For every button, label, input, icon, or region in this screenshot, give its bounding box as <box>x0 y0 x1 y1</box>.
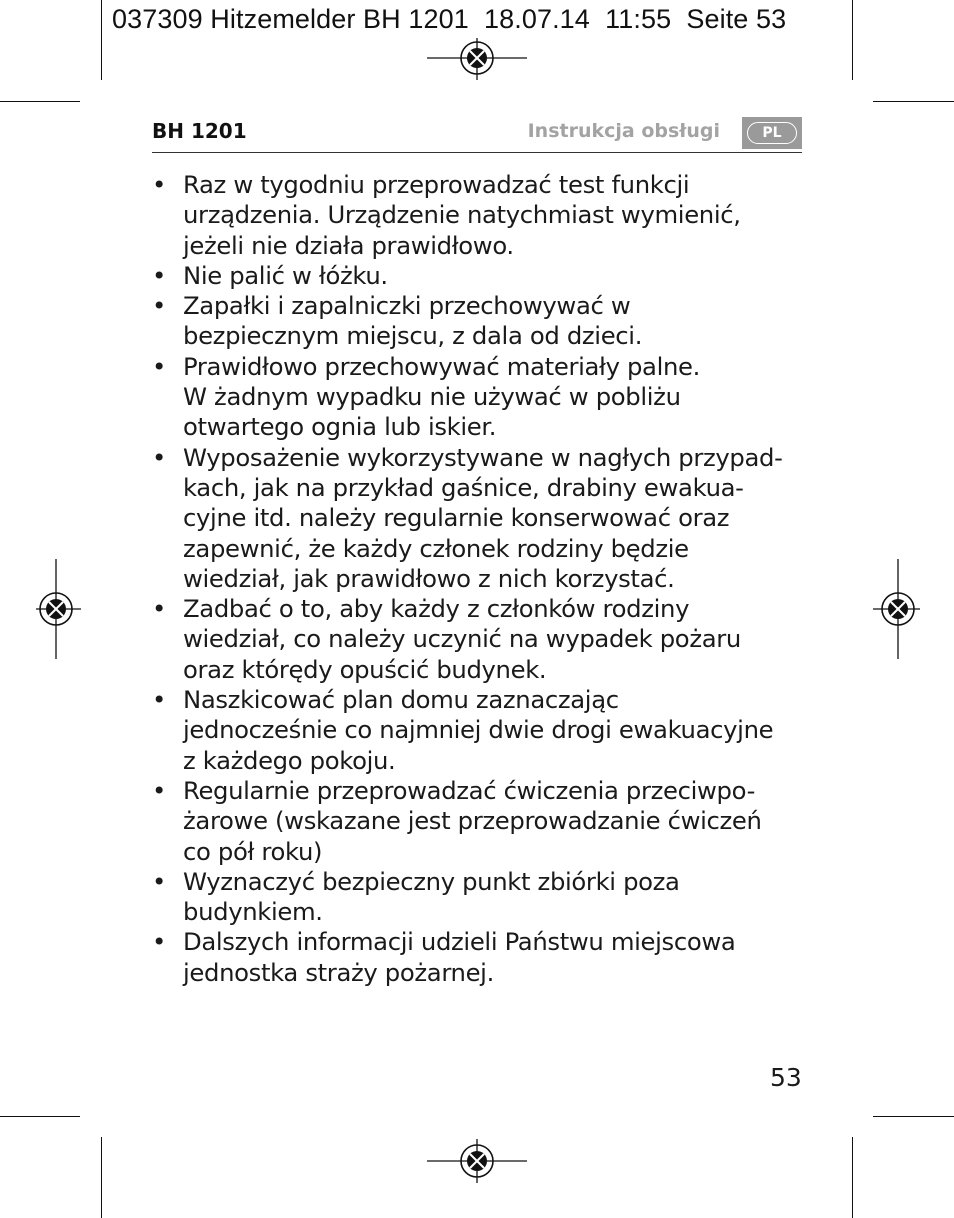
list-item-line: Prawidłowo przechowywać materiały palne. <box>183 351 701 381</box>
crop-mark <box>852 0 853 80</box>
list-item-line: Nie palić w łóżku. <box>183 260 388 290</box>
list-item-line: Naszkicować plan domu zaznaczając <box>183 685 619 715</box>
list-item-line: bezpiecznym miejscu, z dala od dzieci. <box>183 321 643 351</box>
list-item-line: jeżeli nie działa prawidłowo. <box>183 230 514 260</box>
list-item <box>152 443 802 594</box>
list-item <box>152 685 802 776</box>
crop-mark <box>101 1137 102 1218</box>
list-item-line: budynkiem. <box>183 897 323 927</box>
list-item-line: jednostka straży pożarnej. <box>183 957 494 987</box>
section-title: Instrukcja obsługi <box>527 120 720 142</box>
registration-mark-icon <box>6 559 106 659</box>
bullet-icon: • <box>152 351 166 381</box>
bullet-icon: • <box>152 291 166 321</box>
list-item <box>152 170 802 261</box>
list-item-line: jednocześnie co najmniej dwie drogi ewakuacyjne <box>183 715 774 745</box>
page-header <box>152 117 802 153</box>
list-item-line: co pół roku) <box>183 836 323 866</box>
list-item <box>152 594 802 685</box>
list-item-line: cyjne itd. należy regularnie konserwować oraz <box>183 503 730 533</box>
list-item-line: z każdego pokoju. <box>183 745 396 775</box>
list-item <box>152 261 802 291</box>
list-item-line: oraz którędy opuścić budynek. <box>183 654 547 684</box>
language-badge-label: PL <box>747 122 797 144</box>
list-item-line: W żadnym wypadku nie używać w pobliżu <box>183 382 681 412</box>
list-item-line: wiedział, jak prawidłowo z nich korzystać. <box>183 563 675 593</box>
list-item <box>152 867 802 928</box>
bullet-icon: • <box>152 260 166 290</box>
list-item-line: kach, jak na przykład gaśnice, drabiny ewakua- <box>183 472 744 502</box>
bullet-icon: • <box>152 442 166 472</box>
model-name: BH 1201 <box>152 119 247 143</box>
crop-mark <box>852 1137 853 1218</box>
list-item <box>152 352 802 443</box>
crop-mark <box>101 0 102 80</box>
crop-mark <box>0 101 80 102</box>
registration-mark-icon <box>427 8 527 108</box>
list-item-line: otwartego ognia lub iskier. <box>183 412 497 442</box>
list-item-line: Zadbać o to, aby każdy z członków rodziny <box>183 594 690 624</box>
list-item <box>152 927 802 988</box>
print-slug: 037309 Hitzemelder BH 1201 18.07.14 11:55 Seite 53 <box>112 4 787 34</box>
list-item-line: żarowe (wskazane jest przeprowadzanie ćwiczeń <box>183 806 762 836</box>
registration-mark-icon <box>848 559 948 659</box>
list-item-line: Raz w tygodniu przeprowadzać test funkcji <box>183 170 690 199</box>
list-item <box>152 776 802 867</box>
bullet-icon: • <box>152 927 166 957</box>
instruction-list <box>152 170 802 988</box>
list-item-line: Wyposażenie wykorzystywane w nagłych przypad- <box>183 442 783 472</box>
crop-mark <box>0 1116 80 1117</box>
crop-mark <box>873 101 954 102</box>
list-item-line: Dalszych informacji udzieli Państwu miejscowa <box>183 927 736 957</box>
bullet-icon: • <box>152 594 166 624</box>
list-item <box>152 291 802 352</box>
list-item-line: Zapałki i zapalniczki przechowywać w <box>183 291 631 321</box>
page-number: 53 <box>770 1063 802 1092</box>
list-item-line: Regularnie przeprowadzać ćwiczenia przeciwpo- <box>183 775 756 805</box>
list-item-line: zapewnić, że każdy członek rodziny będzie <box>183 533 689 563</box>
bullet-icon: • <box>152 685 166 715</box>
list-item-line: urządzenia. Urządzenie natychmiast wymienić, <box>183 200 741 230</box>
crop-mark <box>873 1116 954 1117</box>
bullet-icon: • <box>152 170 166 199</box>
registration-mark-icon <box>427 1111 527 1211</box>
list-item-line: Wyznaczyć bezpieczny punkt zbiórki poza <box>183 866 680 896</box>
list-item-line: wiedział, co należy uczynić na wypadek pożaru <box>183 624 741 654</box>
language-badge <box>742 117 802 149</box>
bullet-icon: • <box>152 775 166 805</box>
bullet-icon: • <box>152 866 166 896</box>
